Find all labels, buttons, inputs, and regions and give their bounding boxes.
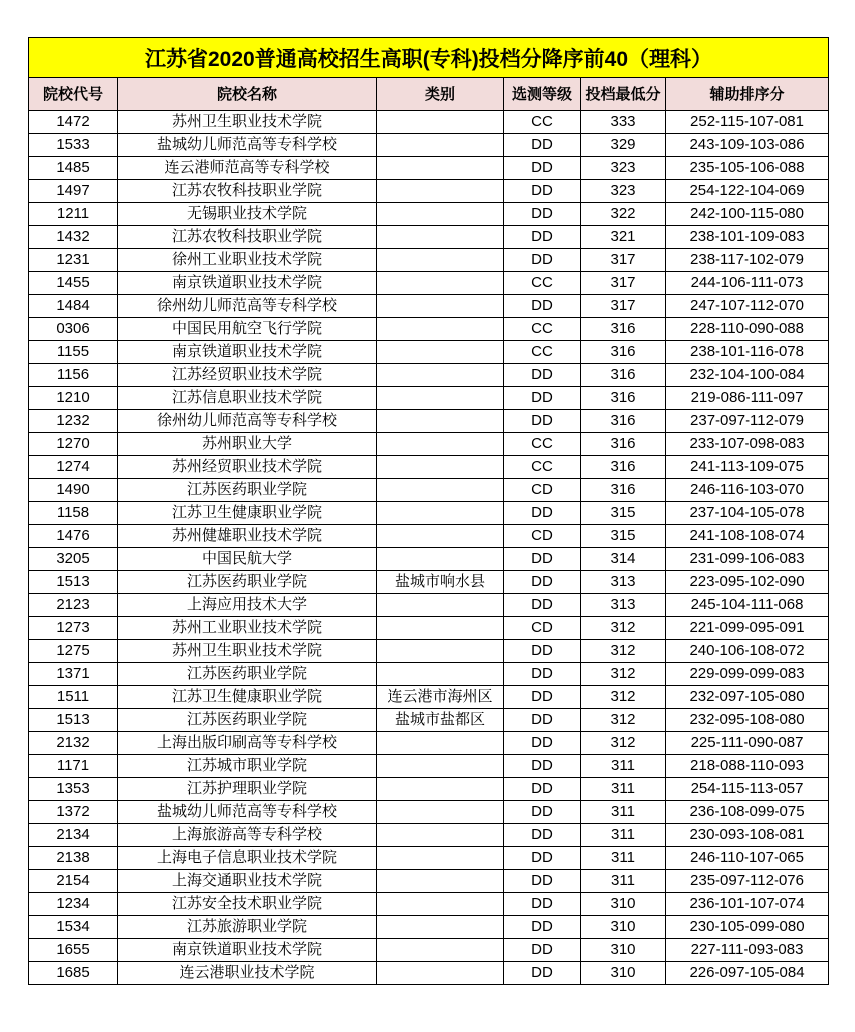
category-cell — [377, 387, 504, 410]
test-grade-cell: DD — [504, 387, 581, 410]
aux-score-cell: 236-101-107-074 — [666, 893, 829, 916]
table-row — [29, 272, 829, 295]
school-code-cell: 1513 — [29, 709, 118, 732]
aux-score-cell: 241-108-108-074 — [666, 525, 829, 548]
school-name-cell: 南京铁道职业技术学院 — [118, 341, 377, 364]
aux-score-cell: 244-106-111-073 — [666, 272, 829, 295]
school-name-cell: 南京铁道职业技术学院 — [118, 939, 377, 962]
category-cell — [377, 341, 504, 364]
test-grade-cell: DD — [504, 732, 581, 755]
test-grade-cell: DD — [504, 203, 581, 226]
school-code-cell: 2132 — [29, 732, 118, 755]
school-name-cell: 上海交通职业技术学院 — [118, 870, 377, 893]
school-code-cell: 1511 — [29, 686, 118, 709]
test-grade-cell: DD — [504, 180, 581, 203]
category-cell — [377, 134, 504, 157]
school-code-cell: 1513 — [29, 571, 118, 594]
table-row — [29, 203, 829, 226]
table-row — [29, 686, 829, 709]
min-score-cell: 311 — [581, 755, 666, 778]
test-grade-cell: CD — [504, 479, 581, 502]
min-score-cell: 310 — [581, 962, 666, 985]
school-code-cell: 2123 — [29, 594, 118, 617]
table-row — [29, 939, 829, 962]
school-name-cell: 江苏护理职业学院 — [118, 778, 377, 801]
aux-score-cell: 232-097-105-080 — [666, 686, 829, 709]
school-name-cell: 江苏卫生健康职业学院 — [118, 502, 377, 525]
aux-score-cell: 243-109-103-086 — [666, 134, 829, 157]
aux-score-cell: 231-099-106-083 — [666, 548, 829, 571]
aux-score-cell: 235-097-112-076 — [666, 870, 829, 893]
school-name-cell: 盐城幼儿师范高等专科学校 — [118, 134, 377, 157]
school-name-cell: 江苏信息职业技术学院 — [118, 387, 377, 410]
aux-score-cell: 238-117-102-079 — [666, 249, 829, 272]
test-grade-cell: DD — [504, 824, 581, 847]
school-code-cell: 1472 — [29, 111, 118, 134]
school-name-cell: 徐州幼儿师范高等专科学校 — [118, 410, 377, 433]
min-score-cell: 316 — [581, 387, 666, 410]
aux-score-cell: 223-095-102-090 — [666, 571, 829, 594]
aux-score-cell: 241-113-109-075 — [666, 456, 829, 479]
school-name-cell: 中国民用航空飞行学院 — [118, 318, 377, 341]
school-code-cell: 1158 — [29, 502, 118, 525]
table-body — [29, 111, 829, 985]
test-grade-cell: CD — [504, 525, 581, 548]
aux-score-cell: 238-101-116-078 — [666, 341, 829, 364]
table-row — [29, 318, 829, 341]
min-score-cell: 316 — [581, 318, 666, 341]
category-cell: 连云港市海州区 — [377, 686, 504, 709]
test-grade-cell: DD — [504, 801, 581, 824]
table-row — [29, 640, 829, 663]
school-name-cell: 江苏卫生健康职业学院 — [118, 686, 377, 709]
title-row — [29, 38, 829, 78]
school-code-cell: 1234 — [29, 893, 118, 916]
min-score-cell: 316 — [581, 364, 666, 387]
category-cell — [377, 318, 504, 341]
school-name-cell: 江苏农牧科技职业学院 — [118, 226, 377, 249]
test-grade-cell: DD — [504, 709, 581, 732]
category-cell — [377, 295, 504, 318]
test-grade-cell: DD — [504, 364, 581, 387]
school-name-cell: 南京铁道职业技术学院 — [118, 272, 377, 295]
min-score-cell: 311 — [581, 824, 666, 847]
header-row — [29, 78, 829, 111]
table-row — [29, 456, 829, 479]
min-score-cell: 316 — [581, 410, 666, 433]
min-score-cell: 311 — [581, 847, 666, 870]
aux-score-cell: 238-101-109-083 — [666, 226, 829, 249]
min-score-cell: 317 — [581, 249, 666, 272]
min-score-cell: 315 — [581, 502, 666, 525]
test-grade-cell: CC — [504, 111, 581, 134]
test-grade-cell: DD — [504, 226, 581, 249]
school-code-cell: 1455 — [29, 272, 118, 295]
aux-score-cell: 229-099-099-083 — [666, 663, 829, 686]
test-grade-cell: DD — [504, 778, 581, 801]
category-cell — [377, 157, 504, 180]
school-name-cell: 江苏经贸职业技术学院 — [118, 364, 377, 387]
header-min-score: 投档最低分 — [581, 78, 666, 111]
school-name-cell: 苏州健雄职业技术学院 — [118, 525, 377, 548]
category-cell: 盐城市响水县 — [377, 571, 504, 594]
school-name-cell: 上海应用技术大学 — [118, 594, 377, 617]
school-code-cell: 1497 — [29, 180, 118, 203]
aux-score-cell: 233-107-098-083 — [666, 433, 829, 456]
table-row — [29, 663, 829, 686]
min-score-cell: 312 — [581, 640, 666, 663]
header-category: 类别 — [377, 78, 504, 111]
table-row — [29, 548, 829, 571]
test-grade-cell: CC — [504, 433, 581, 456]
aux-score-cell: 225-111-090-087 — [666, 732, 829, 755]
test-grade-cell: DD — [504, 249, 581, 272]
school-name-cell: 江苏医药职业学院 — [118, 571, 377, 594]
school-name-cell: 苏州卫生职业技术学院 — [118, 640, 377, 663]
school-code-cell: 1273 — [29, 617, 118, 640]
category-cell — [377, 732, 504, 755]
category-cell — [377, 502, 504, 525]
table-row — [29, 962, 829, 985]
aux-score-cell: 252-115-107-081 — [666, 111, 829, 134]
header-aux-score: 辅助排序分 — [666, 78, 829, 111]
table-row — [29, 433, 829, 456]
school-name-cell: 江苏医药职业学院 — [118, 709, 377, 732]
aux-score-cell: 227-111-093-083 — [666, 939, 829, 962]
table-row — [29, 387, 829, 410]
school-name-cell: 无锡职业技术学院 — [118, 203, 377, 226]
table-row — [29, 893, 829, 916]
aux-score-cell: 246-116-103-070 — [666, 479, 829, 502]
min-score-cell: 312 — [581, 732, 666, 755]
category-cell: 盐城市盐都区 — [377, 709, 504, 732]
school-name-cell: 上海旅游高等专科学校 — [118, 824, 377, 847]
table-row — [29, 617, 829, 640]
min-score-cell: 333 — [581, 111, 666, 134]
test-grade-cell: DD — [504, 916, 581, 939]
school-name-cell: 江苏农牧科技职业学院 — [118, 180, 377, 203]
school-code-cell: 1231 — [29, 249, 118, 272]
min-score-cell: 310 — [581, 939, 666, 962]
test-grade-cell: DD — [504, 640, 581, 663]
school-code-cell: 1685 — [29, 962, 118, 985]
table-row — [29, 847, 829, 870]
table-row — [29, 226, 829, 249]
test-grade-cell: CC — [504, 341, 581, 364]
header-test-grade: 选测等级 — [504, 78, 581, 111]
category-cell — [377, 364, 504, 387]
school-code-cell: 1274 — [29, 456, 118, 479]
school-code-cell: 1533 — [29, 134, 118, 157]
aux-score-cell: 230-093-108-081 — [666, 824, 829, 847]
min-score-cell: 316 — [581, 479, 666, 502]
min-score-cell: 312 — [581, 709, 666, 732]
school-code-cell: 1171 — [29, 755, 118, 778]
aux-score-cell: 232-095-108-080 — [666, 709, 829, 732]
school-code-cell: 2138 — [29, 847, 118, 870]
table-row — [29, 801, 829, 824]
category-cell — [377, 272, 504, 295]
school-code-cell: 1655 — [29, 939, 118, 962]
school-name-cell: 徐州幼儿师范高等专科学校 — [118, 295, 377, 318]
table-row — [29, 571, 829, 594]
min-score-cell: 316 — [581, 433, 666, 456]
school-code-cell: 1490 — [29, 479, 118, 502]
aux-score-cell: 221-099-095-091 — [666, 617, 829, 640]
aux-score-cell: 245-104-111-068 — [666, 594, 829, 617]
test-grade-cell: CD — [504, 617, 581, 640]
test-grade-cell: DD — [504, 134, 581, 157]
category-cell — [377, 433, 504, 456]
aux-score-cell: 226-097-105-084 — [666, 962, 829, 985]
test-grade-cell: CC — [504, 456, 581, 479]
min-score-cell: 322 — [581, 203, 666, 226]
min-score-cell: 311 — [581, 778, 666, 801]
category-cell — [377, 617, 504, 640]
aux-score-cell: 240-106-108-072 — [666, 640, 829, 663]
school-name-cell: 江苏医药职业学院 — [118, 663, 377, 686]
min-score-cell: 314 — [581, 548, 666, 571]
aux-score-cell: 218-088-110-093 — [666, 755, 829, 778]
table-row — [29, 870, 829, 893]
test-grade-cell: DD — [504, 939, 581, 962]
category-cell — [377, 410, 504, 433]
table-title: 江苏省2020普通高校招生高职(专科)投档分降序前40（理科） — [29, 38, 829, 78]
category-cell — [377, 479, 504, 502]
min-score-cell: 323 — [581, 157, 666, 180]
school-code-cell: 1156 — [29, 364, 118, 387]
admission-score-table — [28, 37, 829, 985]
table-row — [29, 824, 829, 847]
category-cell — [377, 870, 504, 893]
table-row — [29, 732, 829, 755]
aux-score-cell: 246-110-107-065 — [666, 847, 829, 870]
school-code-cell: 1371 — [29, 663, 118, 686]
school-name-cell: 连云港师范高等专科学校 — [118, 157, 377, 180]
min-score-cell: 317 — [581, 295, 666, 318]
table-row — [29, 157, 829, 180]
test-grade-cell: DD — [504, 410, 581, 433]
header-school-code: 院校代号 — [29, 78, 118, 111]
test-grade-cell: DD — [504, 870, 581, 893]
min-score-cell: 310 — [581, 893, 666, 916]
category-cell — [377, 801, 504, 824]
test-grade-cell: DD — [504, 571, 581, 594]
table-row — [29, 364, 829, 387]
test-grade-cell: CC — [504, 318, 581, 341]
aux-score-cell: 232-104-100-084 — [666, 364, 829, 387]
school-name-cell: 上海电子信息职业技术学院 — [118, 847, 377, 870]
school-code-cell: 3205 — [29, 548, 118, 571]
test-grade-cell: DD — [504, 686, 581, 709]
school-code-cell: 1432 — [29, 226, 118, 249]
category-cell — [377, 111, 504, 134]
category-cell — [377, 755, 504, 778]
category-cell — [377, 180, 504, 203]
table-row — [29, 778, 829, 801]
aux-score-cell: 237-097-112-079 — [666, 410, 829, 433]
school-code-cell: 1485 — [29, 157, 118, 180]
table-row — [29, 916, 829, 939]
school-code-cell: 1232 — [29, 410, 118, 433]
category-cell — [377, 548, 504, 571]
aux-score-cell: 247-107-112-070 — [666, 295, 829, 318]
table-row — [29, 594, 829, 617]
category-cell — [377, 226, 504, 249]
table-row — [29, 525, 829, 548]
aux-score-cell: 219-086-111-097 — [666, 387, 829, 410]
school-code-cell: 2134 — [29, 824, 118, 847]
category-cell — [377, 893, 504, 916]
category-cell — [377, 824, 504, 847]
min-score-cell: 310 — [581, 916, 666, 939]
school-code-cell: 1353 — [29, 778, 118, 801]
school-name-cell: 苏州经贸职业技术学院 — [118, 456, 377, 479]
school-code-cell: 1270 — [29, 433, 118, 456]
test-grade-cell: DD — [504, 962, 581, 985]
min-score-cell: 317 — [581, 272, 666, 295]
category-cell — [377, 525, 504, 548]
category-cell — [377, 939, 504, 962]
category-cell — [377, 456, 504, 479]
table-row — [29, 479, 829, 502]
test-grade-cell: DD — [504, 893, 581, 916]
aux-score-cell: 228-110-090-088 — [666, 318, 829, 341]
header-school-name: 院校名称 — [118, 78, 377, 111]
table-row — [29, 755, 829, 778]
school-name-cell: 徐州工业职业技术学院 — [118, 249, 377, 272]
table-row — [29, 410, 829, 433]
table-row — [29, 134, 829, 157]
school-code-cell: 1210 — [29, 387, 118, 410]
aux-score-cell: 237-104-105-078 — [666, 502, 829, 525]
test-grade-cell: DD — [504, 755, 581, 778]
school-name-cell: 江苏医药职业学院 — [118, 479, 377, 502]
min-score-cell: 311 — [581, 801, 666, 824]
test-grade-cell: DD — [504, 502, 581, 525]
school-name-cell: 江苏旅游职业学院 — [118, 916, 377, 939]
min-score-cell: 311 — [581, 870, 666, 893]
table-row — [29, 180, 829, 203]
min-score-cell: 312 — [581, 617, 666, 640]
school-code-cell: 1476 — [29, 525, 118, 548]
table-row — [29, 111, 829, 134]
table-row — [29, 249, 829, 272]
school-name-cell: 盐城幼儿师范高等专科学校 — [118, 801, 377, 824]
category-cell — [377, 778, 504, 801]
school-name-cell: 上海出版印刷高等专科学校 — [118, 732, 377, 755]
min-score-cell: 323 — [581, 180, 666, 203]
test-grade-cell: CC — [504, 272, 581, 295]
test-grade-cell: DD — [504, 157, 581, 180]
min-score-cell: 313 — [581, 571, 666, 594]
category-cell — [377, 249, 504, 272]
test-grade-cell: DD — [504, 847, 581, 870]
min-score-cell: 329 — [581, 134, 666, 157]
test-grade-cell: DD — [504, 663, 581, 686]
aux-score-cell: 242-100-115-080 — [666, 203, 829, 226]
school-name-cell: 苏州卫生职业技术学院 — [118, 111, 377, 134]
category-cell — [377, 663, 504, 686]
school-code-cell: 1484 — [29, 295, 118, 318]
school-name-cell: 苏州工业职业技术学院 — [118, 617, 377, 640]
school-code-cell: 1534 — [29, 916, 118, 939]
min-score-cell: 321 — [581, 226, 666, 249]
school-code-cell: 1275 — [29, 640, 118, 663]
table-row — [29, 709, 829, 732]
table-row — [29, 341, 829, 364]
school-name-cell: 江苏安全技术职业学院 — [118, 893, 377, 916]
min-score-cell: 312 — [581, 686, 666, 709]
school-name-cell: 苏州职业大学 — [118, 433, 377, 456]
aux-score-cell: 235-105-106-088 — [666, 157, 829, 180]
aux-score-cell: 254-122-104-069 — [666, 180, 829, 203]
school-name-cell: 中国民航大学 — [118, 548, 377, 571]
test-grade-cell: DD — [504, 295, 581, 318]
category-cell — [377, 916, 504, 939]
school-code-cell: 1155 — [29, 341, 118, 364]
category-cell — [377, 594, 504, 617]
test-grade-cell: DD — [504, 594, 581, 617]
min-score-cell: 315 — [581, 525, 666, 548]
school-name-cell: 江苏城市职业学院 — [118, 755, 377, 778]
aux-score-cell: 236-108-099-075 — [666, 801, 829, 824]
school-code-cell: 1211 — [29, 203, 118, 226]
min-score-cell: 316 — [581, 341, 666, 364]
aux-score-cell: 230-105-099-080 — [666, 916, 829, 939]
min-score-cell: 312 — [581, 663, 666, 686]
test-grade-cell: DD — [504, 548, 581, 571]
aux-score-cell: 254-115-113-057 — [666, 778, 829, 801]
school-name-cell: 连云港职业技术学院 — [118, 962, 377, 985]
category-cell — [377, 203, 504, 226]
table-row — [29, 295, 829, 318]
category-cell — [377, 847, 504, 870]
min-score-cell: 313 — [581, 594, 666, 617]
school-code-cell: 0306 — [29, 318, 118, 341]
category-cell — [377, 962, 504, 985]
category-cell — [377, 640, 504, 663]
school-code-cell: 1372 — [29, 801, 118, 824]
school-code-cell: 2154 — [29, 870, 118, 893]
min-score-cell: 316 — [581, 456, 666, 479]
table-row — [29, 502, 829, 525]
